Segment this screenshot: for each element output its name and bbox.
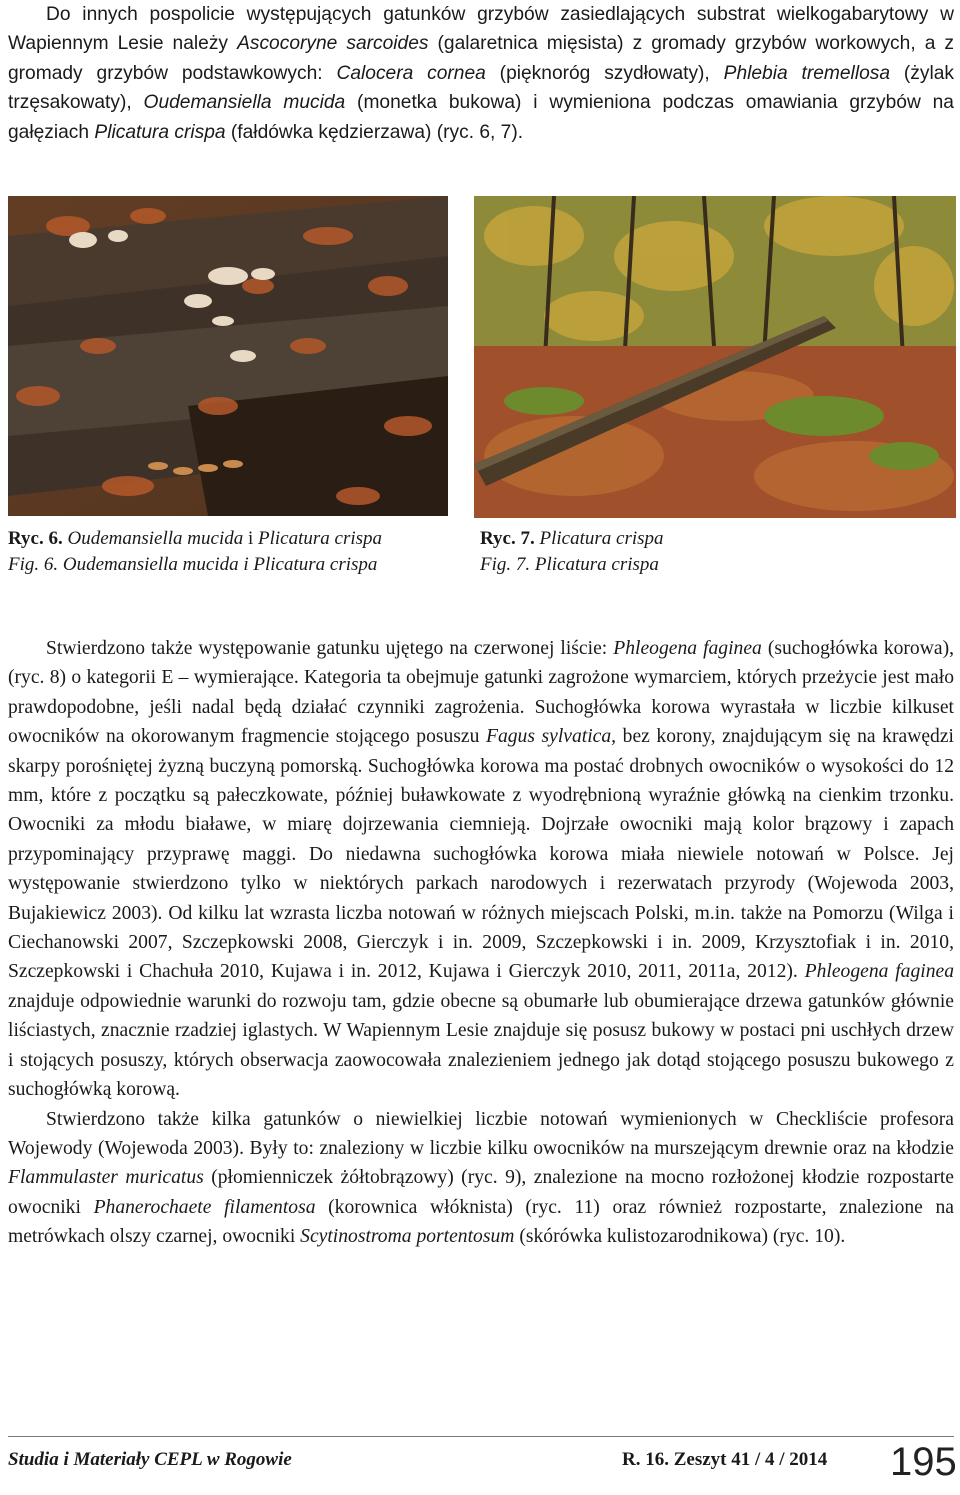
photo-fig-7 [474, 196, 956, 518]
caption-pl: Ryc. 7. Plicatura crispa [480, 528, 664, 549]
body-text [8, 634, 954, 1252]
issue-info: R. 16. Zeszyt 41 / 4 / 2014 [622, 1449, 828, 1470]
paragraph-checklist: Stwierdzono także kilka gatunków o niewielkiej liczbie notowań wymienionych w Checkliście profesora Wojewody (Wojewoda 2003). Były to: znalezionу w liczbie kilku owocników na murszejącym drewnie oraz na kłodzie Flammulaster muricatus (płomienniczek żółtobrązowy) (ryc. 9), znalezione na mocno rozłożonej kłodzie rozpostarte owocniki Phanerochaete filamentosa (korownica włóknista) (ryc. 11) oraz również rozpostarte, znalezione na metrówkach olszy czarnej, owocniki Scytinostroma portentosum (skórówka kulistozarodnikowa) (ryc. 10). [8, 1108, 954, 1248]
caption-pl: Ryc. 6. Oudemansiella mucida i Plicatura crispa [8, 528, 383, 549]
page-number: 195 [890, 1440, 957, 1484]
caption-fig-7 [480, 526, 664, 578]
footer-divider [8, 1436, 954, 1437]
photo-fig-6 [8, 196, 448, 516]
journal-title: Studia i Materiały CEPL w Rogowie [8, 1449, 292, 1470]
caption-fig-6 [8, 526, 382, 578]
paragraph-phleogena: Stwierdzono także występowanie gatunku ujętego na czerwonej liście: Phleogena faginea (suchogłówka korowa), (ryc. 8) o kategorii E – wymierające. Kategoria ta obejmuje gatunki zagrożone wymarciem, których przeżycie jest mało prawdopodobne, jeśli nadal będą działać czynniki zagrożenia. Suchogłówka korowa wyrastała w liczbie kilkuset owocników na okorowanym fragmencie stojącego posuszu Fagus sylvatica, bez korony, znajdującym się na krawędzi skarpy porośniętej żyzną buczyną pomorską. Suchogłówka korowa ma postać drobnych owocników o wysokości do 12 mm, które z początku są pałeczkowate, później buławkowate z wyodrębnioną wyraźnie główką na cienkim trzonku. Owocniki za młodu białawe, w miarę dojrzewania ciemnieją. Dojrzałe owocniki mają kolor brązowy i zapach przypominający przyprawę maggi. Do niedawna suchogłówka korowa miała niewiele notowań w Polsce. Jej występowanie stwierdzono tylko w niektórych parkach narodowych i rezerwatach przyrody (Wojewoda 2003, Bujakiewicz 2003). Od kilku lat wzrasta liczba notowań w różnych miejscach Polski, m.in. także na Pomorzu (Wilga i Ciechanowski 2007, Szczepkowski 2008, Gierczyk i in. 2009, Szczepkowski i in. 2009, Krzysztofiak i in. 2010, Szczepkowski i Chachuła 2010, Kujawa i in. 2012, Kujawa i Gierczyk 2010, 2011, 2011a, 2012). Phleogena faginea znajduje odpowiednie warunki do rozwoju tam, gdzie obecne są obumarłe lub obumierające drzewa gatunków głównie liściastych, znacznie rzadziej iglastych. W Wapiennym Lesie znajduje się posusz bukowy w postaci pni uschłych drzew i stojących posuszy, których obserwacja zaowocowała znalezieniem jednego jak dotąd stojącego posuszu bukowego z suchogłówką korową. [8, 638, 954, 1101]
caption-en: Fig. 6. Oudemansiella mucida i Plicatura crispa [8, 554, 378, 575]
intro-paragraph: Do innych pospolicie występujących gatunków grzybów zasiedlających substrat wielkogabarytowy w Wapiennym Lesie należy Ascocoryne sarcoides (galaretnica mięsista) z gromady grzybów workowych, a z gromady grzybów podstawkowych: Calocera cornea (pięknoróg szydłowaty), Phlebia tremellosa (żylak trzęsakowaty), Oudemansiella mucida (monetka bukowa) i wymieniona podczas omawiania grzybów na gałęziach Plicatura crispa (fałdówka kędzierzawa) (ryc. 6, 7). [8, 4, 955, 143]
caption-en: Fig. 7. Plicatura crispa [480, 554, 659, 575]
